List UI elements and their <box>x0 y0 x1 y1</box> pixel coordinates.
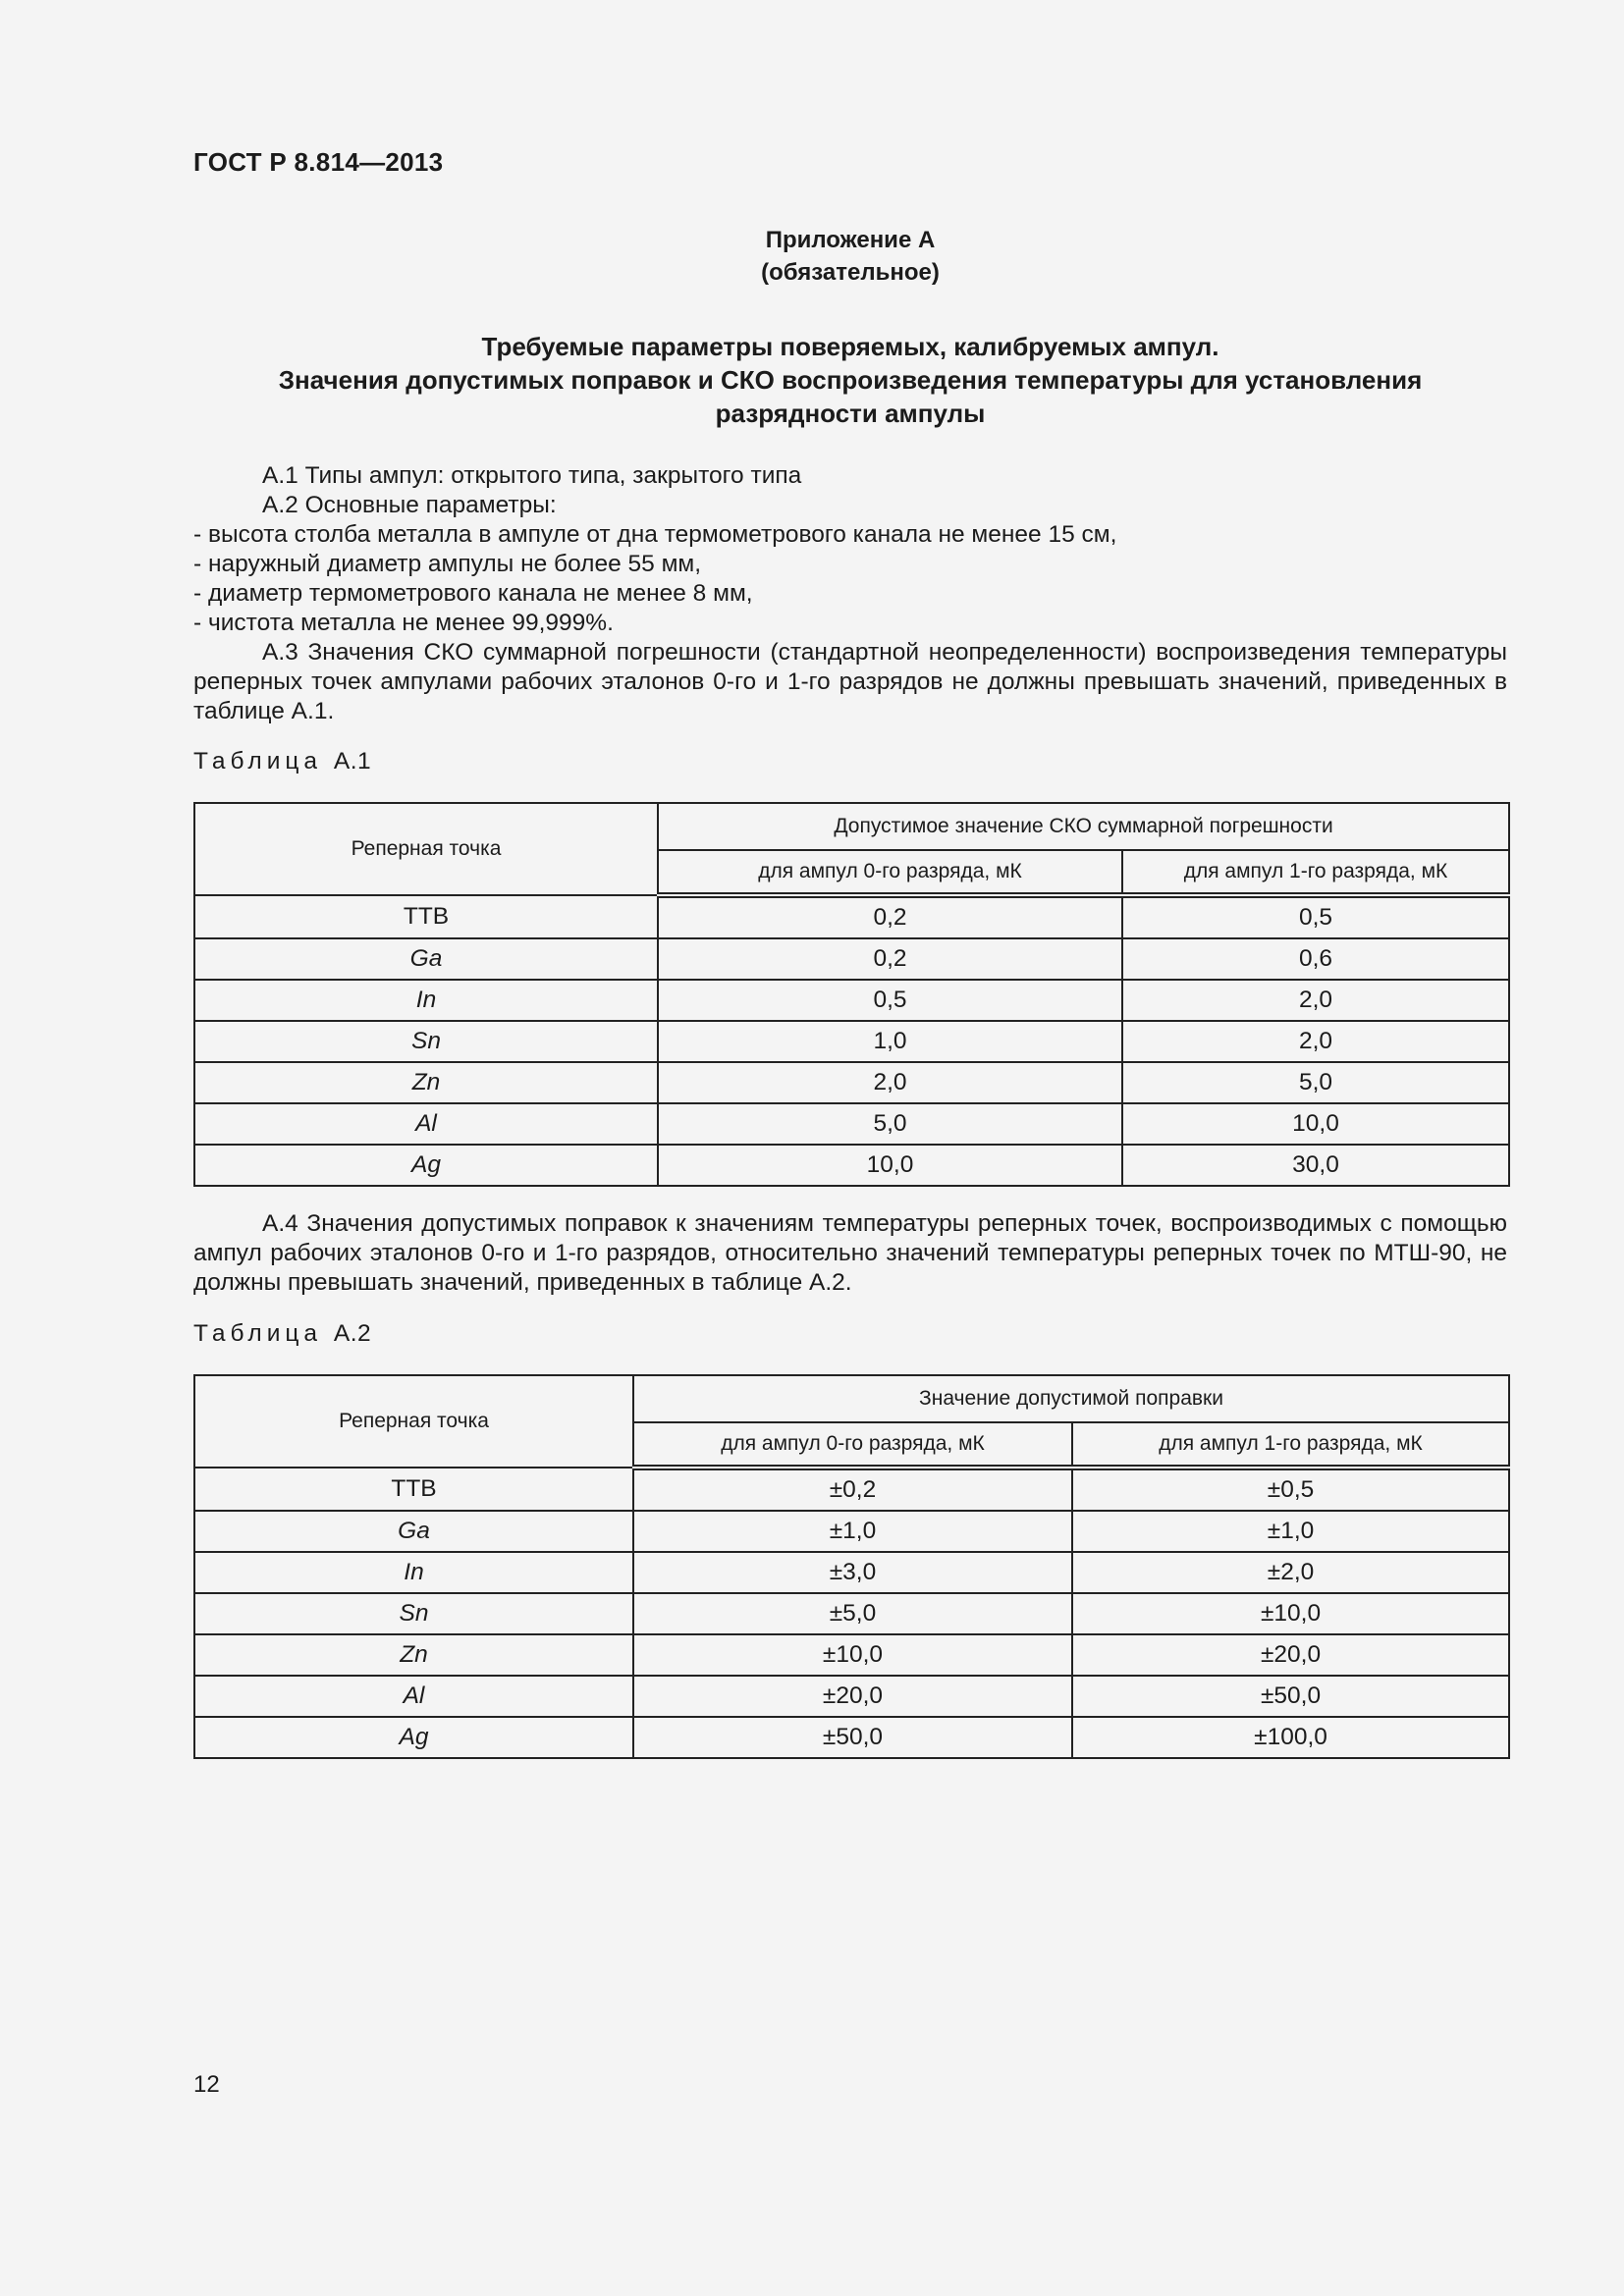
clause-a1: А.1 Типы ампул: открытого типа, закрытого типа <box>262 462 802 489</box>
cell-point: In <box>194 1552 633 1593</box>
cell-rank-1: ±10,0 <box>1072 1593 1509 1634</box>
cell-point: ТТВ <box>194 895 658 938</box>
cell-point: ТТВ <box>194 1468 633 1511</box>
table-row <box>194 1634 1509 1676</box>
appendix-title: Приложение А <box>765 227 936 253</box>
table-a1 <box>193 802 1510 1187</box>
cell-rank-1: ±1,0 <box>1072 1511 1509 1552</box>
clauses-a1-a3 <box>193 461 1507 726</box>
table-row <box>194 1717 1509 1758</box>
cell-rank-0: ±5,0 <box>633 1593 1072 1634</box>
table-caption-number: А.2 <box>333 1320 372 1347</box>
table-caption-word: Таблица <box>193 748 323 774</box>
section-title <box>193 330 1507 430</box>
header-reference-point: Реперная точка <box>194 803 658 895</box>
section-title-line: Значения допустимых поправок и СКО воспроизведения температуры для установления <box>278 365 1423 395</box>
cell-point: Al <box>194 1676 633 1717</box>
page-number: 12 <box>193 2071 220 2098</box>
table-a1-caption <box>193 748 371 775</box>
section-title-line: разрядности ампулы <box>715 399 986 428</box>
cell-rank-1: 2,0 <box>1122 1021 1509 1062</box>
table-row <box>194 895 1509 938</box>
cell-rank-0: ±10,0 <box>633 1634 1072 1676</box>
cell-rank-1: 0,6 <box>1122 938 1509 980</box>
table-row <box>194 938 1509 980</box>
table-row <box>194 1468 1509 1511</box>
table-row <box>194 1103 1509 1145</box>
cell-rank-1: 10,0 <box>1122 1103 1509 1145</box>
cell-point: Zn <box>194 1634 633 1676</box>
table-caption-word: Таблица <box>193 1320 323 1347</box>
cell-rank-1: 5,0 <box>1122 1062 1509 1103</box>
table-row <box>194 1676 1509 1717</box>
header-group: Допустимое значение СКО суммарной погрешности <box>658 803 1509 850</box>
appendix-heading <box>193 224 1507 289</box>
cell-rank-0: 1,0 <box>658 1021 1122 1062</box>
cell-point: Ga <box>194 938 658 980</box>
cell-rank-1: ±2,0 <box>1072 1552 1509 1593</box>
header-rank-0: для ампул 0-го разряда, мК <box>658 850 1122 895</box>
cell-rank-0: ±20,0 <box>633 1676 1072 1717</box>
cell-point: Ag <box>194 1145 658 1186</box>
cell-rank-1: ±100,0 <box>1072 1717 1509 1758</box>
header-rank-1: для ампул 1-го разряда, мК <box>1072 1422 1509 1468</box>
cell-point: Zn <box>194 1062 658 1103</box>
clause-a4: А.4 Значения допустимых поправок к значениям температуры реперных точек, воспроизводимых с помощью ампул рабочих эталонов 0-го и 1-го разрядов, относительно значений температуры реперных точек по МТШ-90, не должны превышать значений, приведенных в таблице А.2. <box>193 1210 1507 1296</box>
table-row <box>194 1552 1509 1593</box>
header-rank-1: для ампул 1-го разряда, мК <box>1122 850 1509 895</box>
cell-point: Sn <box>194 1593 633 1634</box>
table-row <box>194 1511 1509 1552</box>
clause-a2-item: - чистота металла не менее 99,999%. <box>193 610 614 636</box>
cell-rank-0: 10,0 <box>658 1145 1122 1186</box>
header-group: Значение допустимой поправки <box>633 1375 1509 1422</box>
table-row <box>194 1593 1509 1634</box>
cell-point: Sn <box>194 1021 658 1062</box>
cell-point: In <box>194 980 658 1021</box>
table-a2-caption <box>193 1320 371 1348</box>
clause-a2-item: - высота столба металла в ампуле от дна термометрового канала не менее 15 см, <box>193 521 1117 548</box>
cell-rank-0: 0,5 <box>658 980 1122 1021</box>
header-rank-0: для ампул 0-го разряда, мК <box>633 1422 1072 1468</box>
table-row <box>194 1145 1509 1186</box>
table-row <box>194 1062 1509 1103</box>
cell-point: Ga <box>194 1511 633 1552</box>
document-code: ГОСТ Р 8.814—2013 <box>193 147 444 177</box>
cell-rank-1: ±0,5 <box>1072 1468 1509 1511</box>
section-title-line: Требуемые параметры поверяемых, калибруемых ампул. <box>481 332 1219 361</box>
clause-a3: А.3 Значения СКО суммарной погрешности (стандартной неопределенности) воспроизведения температуры реперных точек ампулами рабочих эталонов 0-го и 1-го разрядов не должны превышать значений, приведенных в таблице А.1. <box>193 639 1507 724</box>
cell-rank-0: 0,2 <box>658 895 1122 938</box>
cell-rank-0: ±1,0 <box>633 1511 1072 1552</box>
cell-rank-0: ±50,0 <box>633 1717 1072 1758</box>
cell-rank-1: ±50,0 <box>1072 1676 1509 1717</box>
appendix-status: (обязательное) <box>761 259 940 286</box>
cell-rank-0: 5,0 <box>658 1103 1122 1145</box>
clause-a2-item: - диаметр термометрового канала не менее 8 мм, <box>193 580 753 607</box>
cell-rank-1: 2,0 <box>1122 980 1509 1021</box>
clause-a4-block <box>193 1209 1507 1298</box>
cell-point: Ag <box>194 1717 633 1758</box>
table-row <box>194 1021 1509 1062</box>
clause-a2-item: - наружный диаметр ампулы не более 55 мм, <box>193 551 702 577</box>
cell-rank-0: ±3,0 <box>633 1552 1072 1593</box>
cell-point: Al <box>194 1103 658 1145</box>
table-row <box>194 980 1509 1021</box>
header-reference-point: Реперная точка <box>194 1375 633 1468</box>
cell-rank-1: 30,0 <box>1122 1145 1509 1186</box>
cell-rank-1: 0,5 <box>1122 895 1509 938</box>
cell-rank-0: ±0,2 <box>633 1468 1072 1511</box>
cell-rank-0: 0,2 <box>658 938 1122 980</box>
table-a2 <box>193 1374 1510 1759</box>
clause-a2-title: А.2 Основные параметры: <box>262 492 557 518</box>
cell-rank-0: 2,0 <box>658 1062 1122 1103</box>
cell-rank-1: ±20,0 <box>1072 1634 1509 1676</box>
table-caption-number: А.1 <box>333 748 372 774</box>
